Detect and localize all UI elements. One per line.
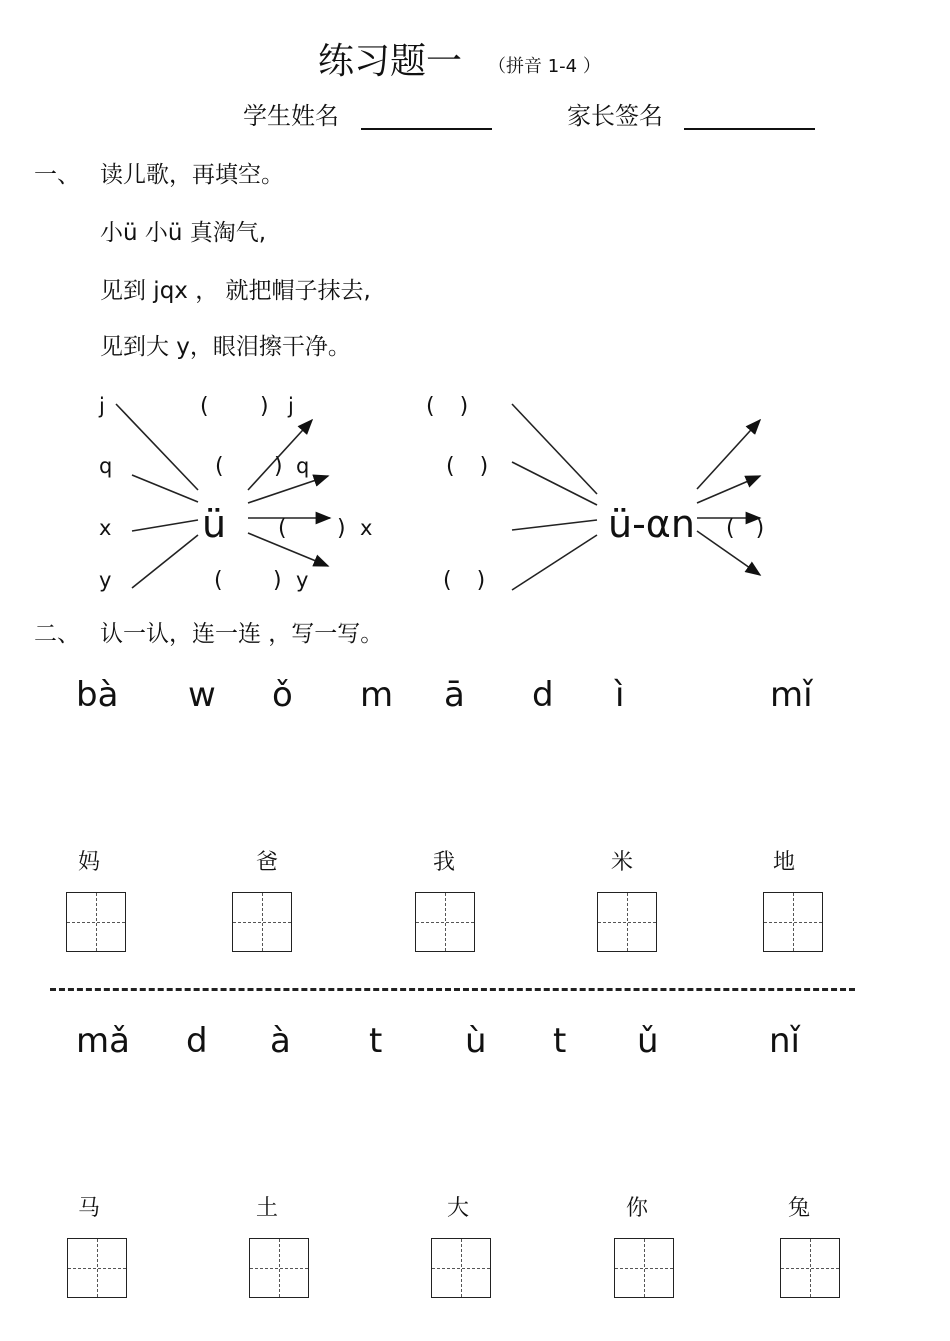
arrow-u-2 xyxy=(248,476,328,503)
arrow-uan-1 xyxy=(697,420,760,489)
arrow-uan-2 xyxy=(697,476,760,503)
right-blank-1[interactable]: ( ) xyxy=(426,394,469,419)
section1-heading: 读儿歌，再填空。 xyxy=(100,162,284,188)
blank-1-open: ( xyxy=(200,394,209,419)
line-r3-to-uan xyxy=(512,520,597,530)
char-da[interactable]: 大 xyxy=(447,1196,470,1221)
pinyin-ma3[interactable]: mǎ xyxy=(76,1021,130,1061)
line-r4-to-uan xyxy=(512,535,597,590)
char-mi-rice[interactable]: 米 xyxy=(611,850,634,875)
section1-number: 一、 xyxy=(34,162,80,188)
writing-grid[interactable] xyxy=(232,892,292,952)
writing-grid[interactable] xyxy=(763,892,823,952)
poem-line-1: 小ü 小ü 真淘气, xyxy=(100,220,267,246)
section2-heading: 认一认，连一连 ，写一写。 xyxy=(100,621,384,647)
center-u: ü xyxy=(202,502,227,546)
pinyin-t1[interactable]: t xyxy=(369,1021,383,1061)
blank-2-close: ) xyxy=(274,454,283,479)
worksheet-title: 练习题一 xyxy=(318,41,463,82)
line-x-to-u xyxy=(132,520,198,531)
line-r2-to-uan xyxy=(512,462,597,505)
poem-line-3: 见到大 y，眼泪擦干净。 xyxy=(100,334,351,360)
parent-signature-label: 家长签名 xyxy=(567,102,663,130)
char-ba-father[interactable]: 爸 xyxy=(256,850,279,875)
input-q: q xyxy=(99,454,113,478)
writing-grid[interactable] xyxy=(597,892,657,952)
pinyin-a1[interactable]: ā xyxy=(444,675,465,715)
output-y: y xyxy=(296,568,309,592)
writing-grid[interactable] xyxy=(431,1238,491,1298)
blank-3-open: ( xyxy=(278,516,287,541)
writing-grid[interactable] xyxy=(614,1238,674,1298)
char-wo[interactable]: 我 xyxy=(433,850,456,875)
line-y-to-u xyxy=(132,535,198,588)
pinyin-d2[interactable]: d xyxy=(186,1021,208,1061)
input-j: j xyxy=(99,394,105,418)
pinyin-ba[interactable]: bà xyxy=(76,675,119,715)
pinyin-mi[interactable]: mǐ xyxy=(770,675,813,715)
output-x: x xyxy=(360,516,373,540)
writing-grid[interactable] xyxy=(415,892,475,952)
pinyin-u3[interactable]: ǔ xyxy=(637,1021,659,1061)
pinyin-a4[interactable]: à xyxy=(270,1021,291,1061)
char-ni[interactable]: 你 xyxy=(626,1196,649,1221)
writing-grid[interactable] xyxy=(249,1238,309,1298)
writing-grid[interactable] xyxy=(66,892,126,952)
line-r1-to-uan xyxy=(512,404,597,494)
center-uan: ü-αn xyxy=(608,502,695,546)
pinyin-i4[interactable]: ì xyxy=(615,675,625,715)
output-q: q xyxy=(296,454,310,478)
char-di[interactable]: 地 xyxy=(773,850,796,875)
right-blank-2[interactable]: ( ) xyxy=(446,454,489,479)
blank-1-close: ) xyxy=(260,394,269,419)
blank-4-close: ) xyxy=(273,568,282,593)
pinyin-m[interactable]: m xyxy=(360,675,394,715)
blank-4-open: ( xyxy=(214,568,223,593)
input-y: y xyxy=(99,568,112,592)
char-tu-rabbit[interactable]: 兔 xyxy=(788,1196,811,1221)
pinyin-u4[interactable]: ù xyxy=(465,1021,487,1061)
section2-number: 二、 xyxy=(34,621,80,647)
line-j-to-u xyxy=(116,404,198,490)
input-x: x xyxy=(99,516,112,540)
char-ma-horse[interactable]: 马 xyxy=(78,1196,101,1221)
dashed-divider xyxy=(50,988,855,991)
pinyin-t2[interactable]: t xyxy=(553,1021,567,1061)
char-ma-mother[interactable]: 妈 xyxy=(78,850,101,875)
writing-grid[interactable] xyxy=(780,1238,840,1298)
right-output-blank[interactable]: ( ) xyxy=(726,516,765,541)
blank-3-close: ) xyxy=(337,516,346,541)
arrow-u-4 xyxy=(248,533,328,566)
student-name-label: 学生姓名 xyxy=(243,102,339,130)
pinyin-o3[interactable]: ǒ xyxy=(272,675,293,715)
writing-grid[interactable] xyxy=(67,1238,127,1298)
output-j: j xyxy=(288,394,294,418)
pinyin-w[interactable]: w xyxy=(188,675,216,715)
poem-line-2: 见到 jqx ， 就把帽子抹去, xyxy=(100,278,371,304)
blank-2-open: ( xyxy=(215,454,224,479)
char-tu-earth[interactable]: 土 xyxy=(256,1196,279,1221)
worksheet-subtitle: （拼音 1-4 ） xyxy=(488,56,601,77)
right-blank-3[interactable]: ( ) xyxy=(443,568,486,593)
pinyin-d[interactable]: d xyxy=(532,675,554,715)
pinyin-ni[interactable]: nǐ xyxy=(769,1021,800,1061)
